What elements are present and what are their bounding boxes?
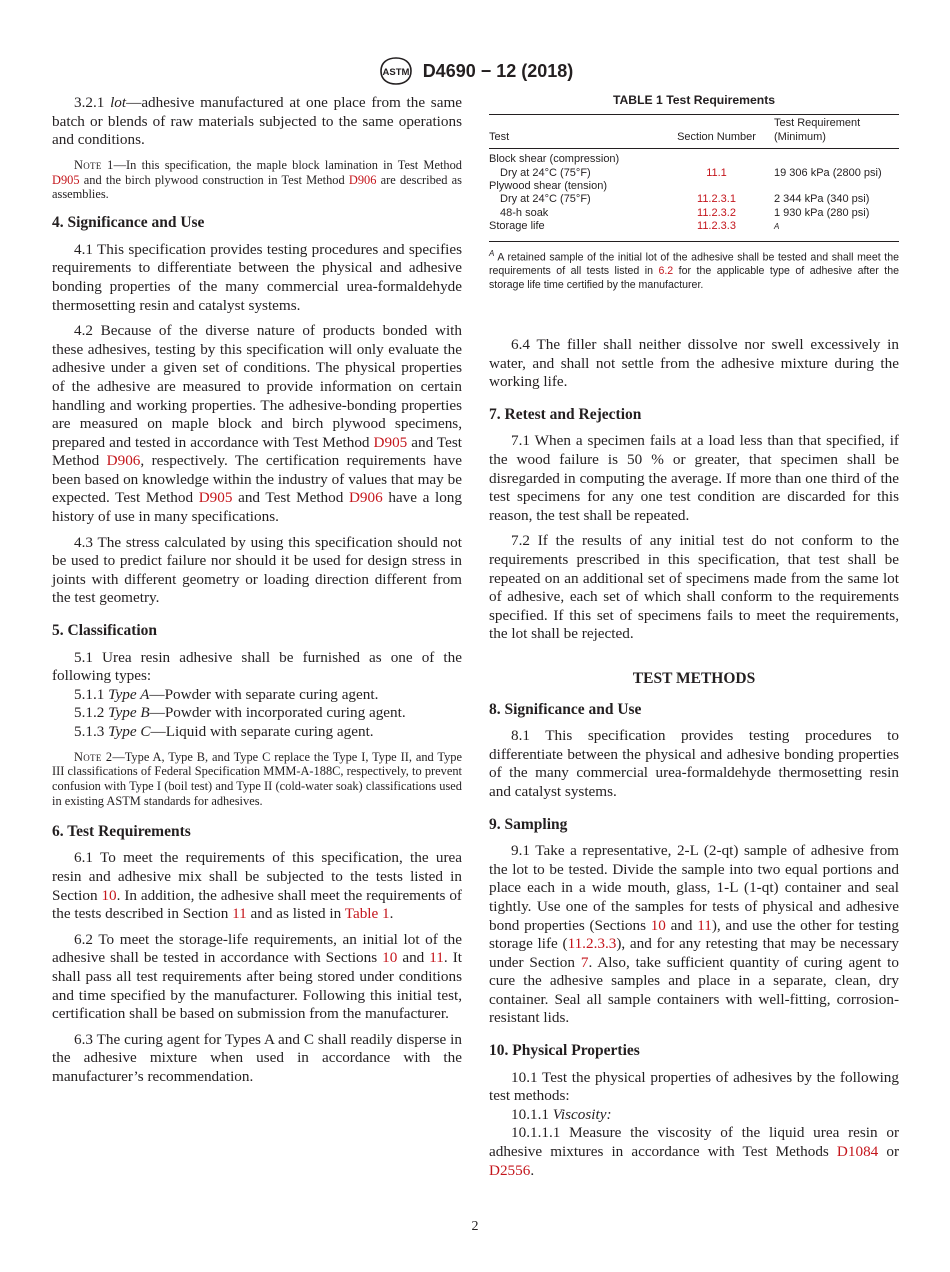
paragraph-6-3: 6.3 The curing agent for Types A and C shall readily disperse in the adhesive mixture when used in accordance with the manufacturer’s recommendation. xyxy=(52,1030,462,1085)
link-11-1[interactable]: 11.1 xyxy=(706,166,727,179)
paragraph-3-2-1: 3.2.1 lot—adhesive manufactured at one place from the same batch or blends of raw materials subjected to the same operations and conditions. xyxy=(52,94,463,149)
link-d906[interactable]: D906 xyxy=(106,452,141,470)
paragraph-4-1: 4.1 This specification provides testing procedures and specifies requirements to differentiate between the physical and adhesive bonding properties of the many commercial urea-formaldehyde thermosetting resin and catalyst systems. xyxy=(52,240,462,314)
table-caption: TABLE 1 Test Requirements xyxy=(612,93,776,107)
link-6-2[interactable]: 6.2 xyxy=(658,265,674,278)
table-row: Plywood shear (tension) xyxy=(489,180,608,193)
section-8-heading: 8. Significance and Use xyxy=(489,700,642,718)
link-section-10[interactable]: 10 xyxy=(101,886,117,904)
link-section-10[interactable]: 10 xyxy=(650,916,666,934)
link-d2556[interactable]: D2556 xyxy=(489,1161,531,1179)
paragraph-5-1: 5.1 Urea resin adhesive shall be furnished as one of the following types: xyxy=(52,648,462,685)
link-section-10[interactable]: 10 xyxy=(382,949,398,967)
type-item: 5.1.3 Type C—Liquid with separate curing agent. xyxy=(74,723,374,741)
page-number: 2 xyxy=(471,1219,479,1234)
section-7-heading: 7. Retest and Rejection xyxy=(489,405,642,423)
type-item: 5.1.1 Type A—Powder with separate curing agent. xyxy=(74,685,379,703)
astm-logo-icon xyxy=(377,56,415,86)
section-4-heading: 4. Significance and Use xyxy=(52,214,205,232)
link-11-2-3-1[interactable]: 11.2.3.1 xyxy=(697,193,736,206)
paragraph-9-1: 9.1 Take a representative, 2-L (2-qt) sample of adhesive from the lot to be tested. Divide the sample into two equal portions and place each in a wide mouth, glass, 1-L (1-qt) container and seal tightly. Use one of the samples for tests of physical and adhesive bond properties (Sections 10 and 11), and use the other for testing storage life (11.2.3.3), and for any retesting that may be necessary under Section 7. Also, take sufficient quantity of curing agent to cure the adhesive samples and place in a separate, clean, dry container. Seal all sample containers with well-fitting, corrosion-resistant lids. xyxy=(489,842,899,1027)
right-column xyxy=(489,94,899,1187)
table-row: Storage life 11.2.3.3 $^A$ xyxy=(489,220,899,242)
column-header-test: Test xyxy=(489,130,510,143)
link-d905[interactable]: D905 xyxy=(373,433,408,451)
table-row: Dry at 24°C (75°F) 11.2.3.1 2 344 kPa (340 psi) xyxy=(500,193,870,206)
paragraph-4-3: 4.3 The stress calculated by using this specification should not be used to predict failure nor should it be used for design stress in joints with different geometry or loading direction different from the test geometry. xyxy=(52,533,462,607)
paragraph-6-4: 6.4 The filler shall neither dissolve nor swell excessively in water, and shall not settle from the adhesive mixture during the working life. xyxy=(489,336,899,391)
paragraph-10-1-1-1: 10.1.1.1 Measure the viscosity of the liquid urea resin or adhesive mixtures in accordance with Test Methods D1084 or D2556. xyxy=(489,1124,899,1179)
link-11-2-3-3[interactable]: 11.2.3.3 xyxy=(567,935,617,953)
paragraph-4-2: 4.2 Because of the diverse nature of products bonded with these adhesives, testing by this specification will only evaluate the adhesive under a given set of conditions. The physical properties of the adhesive are measured to provide information on certain handling and working properties. The adhesive-bonding properties are measured on maple block and birch plywood specimens, prepared and tested in accordance with Test Method D905 and Test Method D906, respectively. The certification requirements have been based on knowledge within the industry of values that may be expected. Test Method D905 and Test Method D906 have a long history of use in many specifications. xyxy=(52,322,462,526)
link-section-11[interactable]: 11 xyxy=(429,949,444,967)
requirements-table xyxy=(489,114,899,242)
link-section-7[interactable]: 7 xyxy=(580,953,589,971)
column-header-section: Section Number xyxy=(677,130,756,143)
paragraph-6-1: 6.1 To meet the requirements of this specification, the urea resin and adhesive mix shall be subjected to the tests listed in Section 10. In addition, the adhesive shall meet the requirements of the tests described in Section 11 and as listed in Table 1. xyxy=(52,849,462,923)
test-methods-heading: TEST METHODS xyxy=(632,669,756,687)
paragraph-6-2: 6.2 To meet the storage-life requirements, an initial lot of the adhesive shall be tested in accordance with Sections 10 and 11. It shall pass all test requirements after being stored under conditions and time specified by the manufacturer. Following this initial test, certification shall be based on submission from the manufacturer. xyxy=(52,930,462,1023)
document-designation: D4690 − 12 (2018) xyxy=(422,60,574,81)
link-section-11[interactable]: 11 xyxy=(697,916,712,934)
logo-text: ASTM xyxy=(382,67,410,78)
left-column xyxy=(52,94,462,1094)
paragraph-10-1-1: 10.1.1 Viscosity: xyxy=(511,1105,612,1123)
page-header xyxy=(0,56,950,86)
link-table-1[interactable]: Table 1 xyxy=(344,905,390,923)
link-d905[interactable]: D905 xyxy=(52,172,80,187)
note-1: Note 1—In this specification, the maple block lamination in Test Method D905 and the birch plywood construction in Test Method D906 are described as assemblies. xyxy=(52,157,462,202)
table-1 xyxy=(489,94,899,292)
note-2: Note 2—Type A, Type B, and Type C replace the Type I, Type II, and Type III classifications of Federal Specification MMM-A-188C, respectively, to prevent confusion with Type I (boil test) and Type II (cold-water soak) classifications used in existing ASTM standards for adhesives. xyxy=(52,749,462,808)
table-header-row xyxy=(489,115,899,149)
link-d1084[interactable]: D1084 xyxy=(836,1143,879,1161)
link-d905[interactable]: D905 xyxy=(198,489,233,507)
link-d906[interactable]: D906 xyxy=(348,489,383,507)
link-11-2-3-3[interactable]: 11.2.3.3 xyxy=(697,220,736,233)
paragraph-7-1: 7.1 When a specimen fails at a load less than that specified, if the wood failure is 50 % or greater, that specimen shall be disregarded in computing the average. If more than one third of the test specimens for any one test condition are discarded for this reason, the test shall be repeated. xyxy=(489,432,899,524)
table-row: Dry at 24°C (75°F) 11.1 19 306 kPa (2800 psi) xyxy=(500,166,882,179)
section-9-heading: 9. Sampling xyxy=(489,815,568,833)
section-5-heading: 5. Classification xyxy=(52,622,158,640)
paragraph-7-2: 7.2 If the results of any initial test do not conform to the requirements prescribed in this specification, that test shall be repeated on an additional set of specimens made from the same lot of adhesive, each set of which shall conform to the requirements specified. If this set of specimens fails to meet the requirements, the lot shall be rejected. xyxy=(489,532,899,643)
link-11-2-3-2[interactable]: 11.2.3.2 xyxy=(697,206,736,219)
section-10-heading: 10. Physical Properties xyxy=(489,1042,640,1060)
table-row: 48-h soak 11.2.3.2 1 930 kPa (280 psi) xyxy=(500,206,870,219)
link-section-11[interactable]: 11 xyxy=(232,905,247,923)
link-d906[interactable]: D906 xyxy=(348,172,377,187)
column-header-requirement: Test Requirement (Minimum) xyxy=(774,117,861,143)
table-footnote: $^A$ A retained sample of the initial lot of the adhesive shall be tested and shall meet the requirements of all tests listed in 6.2 for the applicable type of adhesive after the storage life time certified by the manufacturer. xyxy=(489,249,899,291)
paragraph-8-1: 8.1 This specification provides testing procedures to differentiate between the physical and adhesive bonding properties of the many commercial urea-formaldehyde thermosetting resin and catalyst systems. xyxy=(489,727,899,800)
paragraph-10-1: 10.1 Test the physical properties of adhesives by the following test methods: xyxy=(489,1068,899,1105)
footnote-marker: A xyxy=(774,222,780,232)
table-row: Block shear (compression) xyxy=(489,153,620,166)
type-item: 5.1.2 Type B—Powder with incorporated curing agent. xyxy=(74,704,406,722)
section-6-heading: 6. Test Requirements xyxy=(52,822,191,840)
